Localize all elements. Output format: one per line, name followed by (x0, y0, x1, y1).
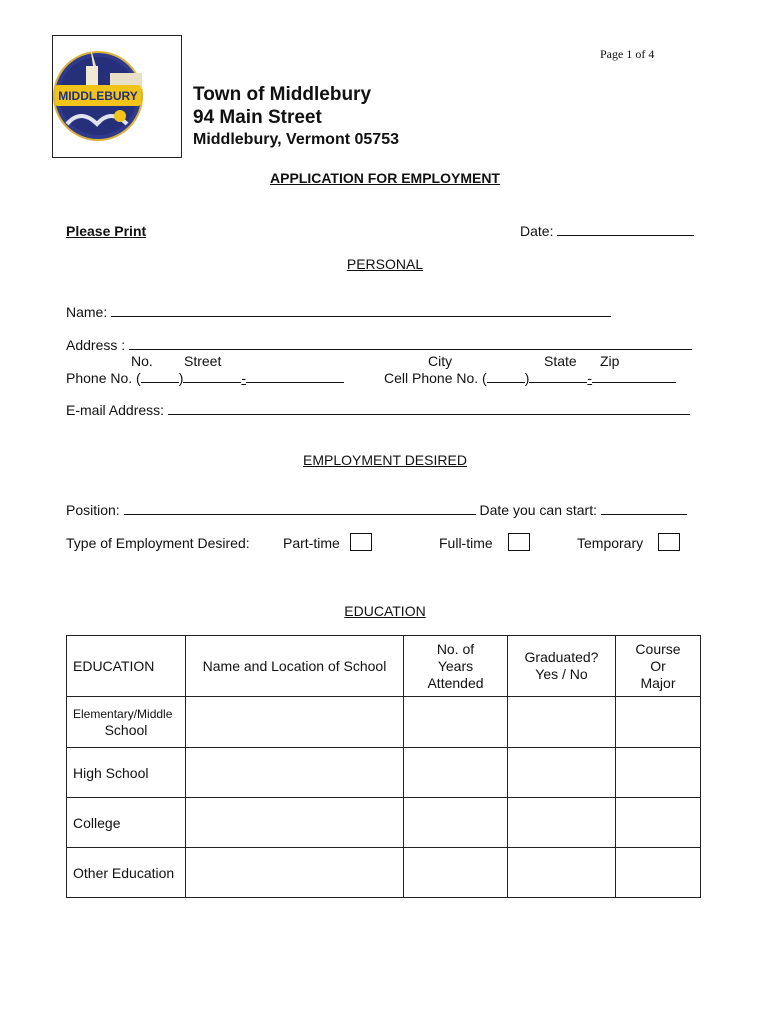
address-sub-no: No. (131, 353, 153, 369)
header-course-line2: Or (650, 657, 666, 674)
header-years-line2: Years (437, 657, 474, 674)
option-full-time-label: Full-time (439, 535, 493, 551)
row-label-college: College (67, 798, 186, 848)
cell-college-graduated[interactable] (508, 798, 616, 848)
name-blank[interactable] (111, 304, 611, 317)
cell-other-years[interactable] (404, 848, 508, 898)
option-part-time-label: Part-time (283, 535, 340, 551)
table-row (67, 697, 701, 748)
cell-other-graduated[interactable] (508, 848, 616, 898)
section-employment: EMPLOYMENT DESIRED (303, 452, 467, 468)
phone-field[interactable] (66, 370, 344, 386)
temporary-checkbox[interactable] (658, 533, 680, 551)
cell-college-course[interactable] (616, 798, 701, 848)
employment-type-label: Type of Employment Desired: (66, 535, 250, 551)
name-label: Name: (66, 304, 108, 320)
row-label-elementary-line2: School (104, 722, 148, 738)
position-blank[interactable] (124, 502, 476, 515)
header-course-line3: Major (640, 674, 676, 691)
start-date-blank[interactable] (601, 502, 687, 515)
org-street: 94 Main Street (193, 107, 322, 128)
svg-text:MIDDLEBURY: MIDDLEBURY (58, 89, 138, 103)
email-label: E-mail Address: (66, 402, 165, 418)
address-sub-city: City (428, 353, 453, 369)
name-field[interactable] (66, 304, 611, 320)
address-field[interactable] (66, 337, 692, 353)
full-time-checkbox[interactable] (508, 533, 530, 551)
header-years-line1: No. of (436, 640, 475, 657)
phone-prefix-blank[interactable] (183, 370, 241, 383)
header-course (616, 636, 701, 697)
address-label: Address : (66, 337, 126, 353)
cell-other-course[interactable] (616, 848, 701, 898)
table-row (67, 848, 701, 898)
org-city: Middlebury, Vermont 05753 (193, 131, 399, 148)
cell-paren-close: ) (524, 370, 530, 386)
header-graduated-line1: Graduated? (524, 649, 599, 665)
email-field[interactable] (66, 402, 690, 418)
header-graduated-line2: Yes / No (535, 666, 588, 682)
education-header-row (67, 636, 701, 697)
cell-elementary-years[interactable] (404, 697, 508, 748)
org-name: Town of Middlebury (193, 84, 372, 105)
phone-number-blank[interactable] (246, 370, 344, 383)
header-education: EDUCATION (67, 636, 186, 697)
cell-elementary-graduated[interactable] (508, 697, 616, 748)
date-blank[interactable] (557, 223, 694, 236)
cell-high-school-course[interactable] (616, 748, 701, 798)
cell-dash: - (587, 370, 593, 386)
cell-college-years[interactable] (404, 798, 508, 848)
table-row (67, 748, 701, 798)
cell-phone-field[interactable] (384, 370, 676, 386)
phone-area-blank[interactable] (141, 370, 179, 383)
cell-number-blank[interactable] (592, 370, 676, 383)
cell-other-school[interactable] (186, 848, 404, 898)
header-school: Name and Location of School (186, 636, 404, 697)
phone-paren-close: ) (178, 370, 184, 386)
header-years-line3: Attended (427, 674, 484, 691)
part-time-checkbox[interactable] (350, 533, 372, 551)
cell-high-school-graduated[interactable] (508, 748, 616, 798)
date-field[interactable] (520, 223, 694, 239)
cell-label: Cell Phone No. ( (384, 370, 487, 386)
option-temporary-label: Temporary (577, 535, 644, 551)
page-number: Page 1 of 4 (600, 47, 655, 61)
cell-elementary-school[interactable] (186, 697, 404, 748)
town-seal-logo-icon (53, 36, 181, 157)
cell-area-blank[interactable] (487, 370, 525, 383)
start-date-label: Date you can start: (479, 502, 597, 518)
address-sub-street: Street (184, 353, 222, 369)
section-personal: PERSONAL (346, 256, 424, 272)
cell-high-school-school[interactable] (186, 748, 404, 798)
row-label-high-school: High School (67, 748, 186, 798)
position-field[interactable] (66, 502, 687, 518)
phone-dash: - (241, 370, 247, 386)
header-years (404, 636, 508, 697)
row-label-elementary-line1: Elementary/Middle (73, 707, 173, 721)
cell-college-school[interactable] (186, 798, 404, 848)
logo-frame (52, 35, 182, 158)
address-blank[interactable] (129, 337, 692, 350)
row-label-elementary (67, 697, 186, 748)
header-course-line1: Course (635, 640, 681, 657)
education-table (66, 635, 701, 898)
section-education: EDUCATION (344, 603, 426, 619)
please-print-note: Please Print (66, 223, 147, 239)
date-label: Date: (520, 223, 554, 239)
address-sub-state: State (544, 353, 577, 369)
address-sub-zip: Zip (600, 353, 620, 369)
table-row (67, 798, 701, 848)
email-blank[interactable] (168, 402, 690, 415)
phone-label: Phone No. ( (66, 370, 141, 386)
cell-prefix-blank[interactable] (529, 370, 587, 383)
cell-high-school-years[interactable] (404, 748, 508, 798)
cell-elementary-course[interactable] (616, 697, 701, 748)
form-title: APPLICATION FOR EMPLOYMENT (270, 170, 500, 186)
header-graduated (508, 636, 616, 697)
position-label: Position: (66, 502, 120, 518)
row-label-other-education: Other Education (67, 848, 186, 898)
